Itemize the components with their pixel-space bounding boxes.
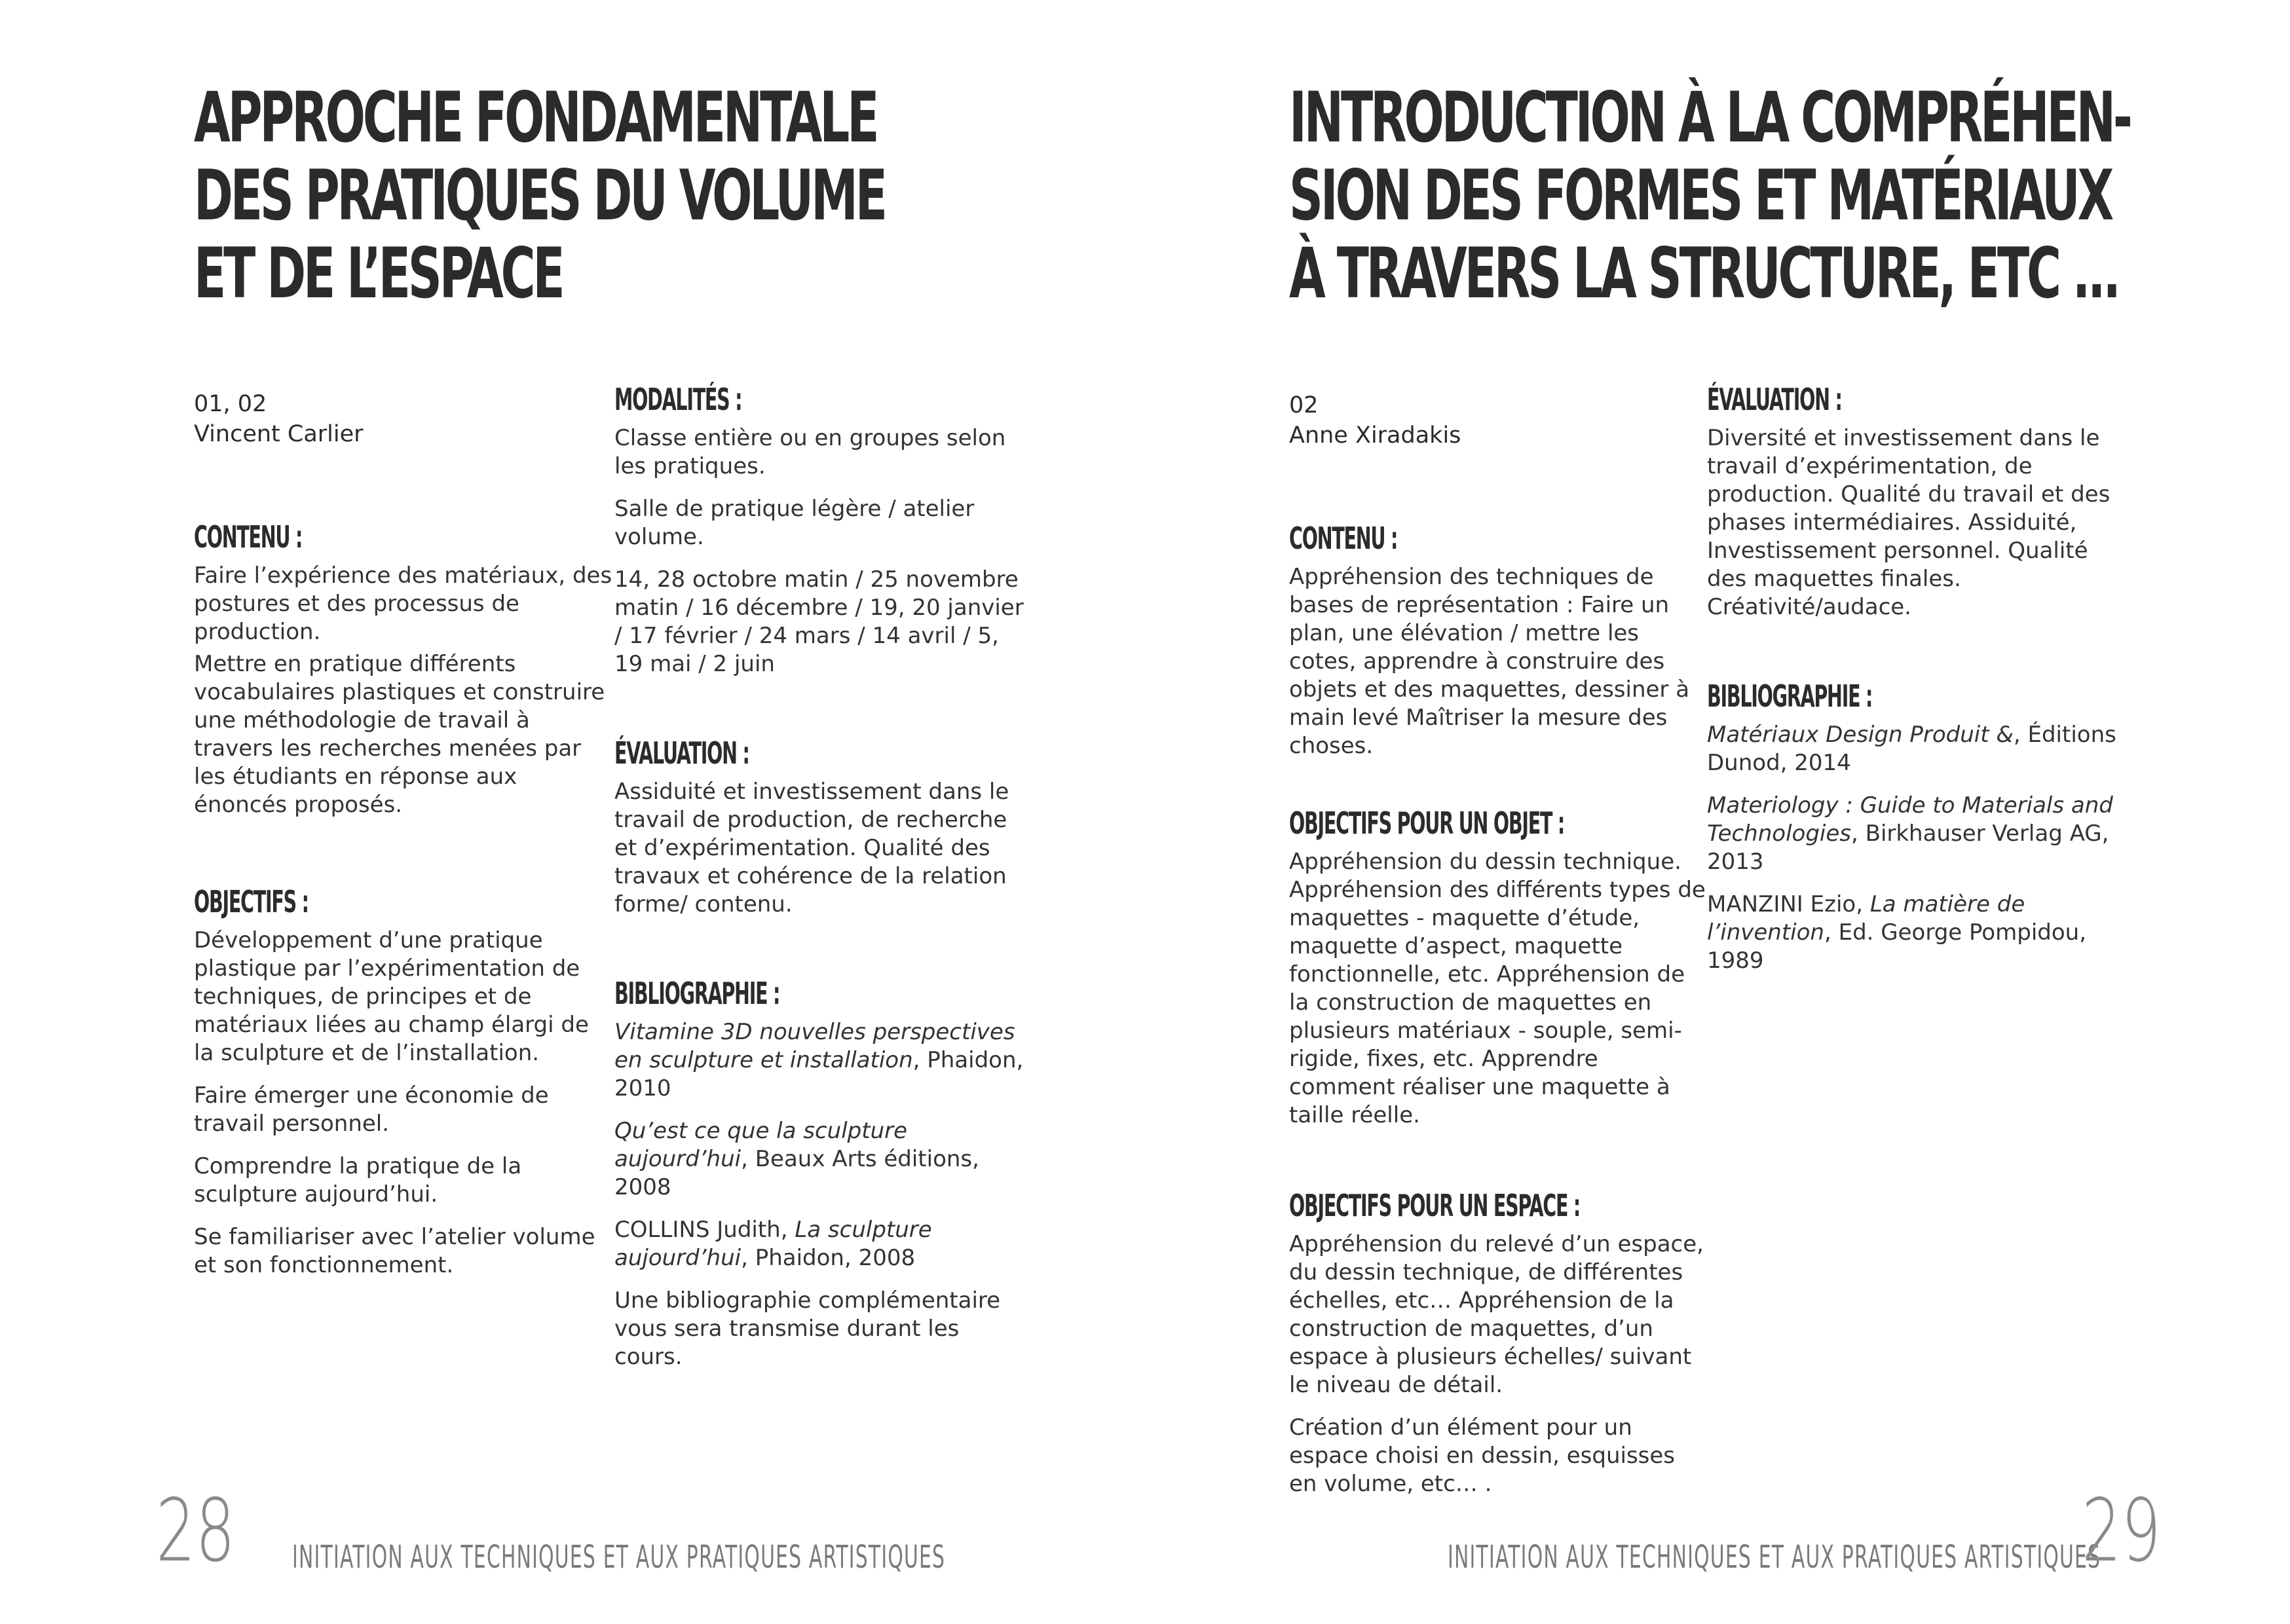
book-title: Materiology : Guide to Materials and Technologies	[1707, 792, 2113, 847]
bibliography-entry: Vitamine 3D nouvelles perspectives en sculpture et installation, Phaidon, 2010	[614, 1019, 1024, 1101]
paragraph: Appréhension du dessin technique. Appréhension des différents types de maquettes - maquette d’étude, maquette d’aspect, maquette fonctionnelle, etc. Appréhension de la construction de maquettes en plusieurs matériaux - souple, semi-rigide, fixes, etc. Apprendre comment réaliser une maquette à taille réelle.	[1289, 849, 1706, 1128]
book-title: La matière de l’invention	[1707, 891, 2025, 946]
course-meta	[194, 389, 613, 449]
running-title: INITIATION AUX TECHNIQUES ET AUX PRATIQUES ARTISTIQUES	[292, 1539, 946, 1576]
section-heading: MODALITÉS :	[614, 382, 742, 417]
semesters: 02	[1289, 392, 1319, 418]
title-line: À TRAVERS LA STRUCTURE, ETC ...	[1289, 233, 2118, 314]
running-title: INITIATION AUX TECHNIQUES ET AUX PRATIQUES ARTISTIQUES	[1448, 1539, 2101, 1576]
paragraph: Faire émerger une économie de travail personnel.	[194, 1082, 549, 1137]
book-title: Qu’est ce que la sculpture aujourd’hui	[614, 1118, 908, 1172]
paragraph: Classe entière ou en groupes selon les pratiques.	[614, 425, 1006, 479]
objectifs-objet-section	[1289, 806, 1708, 1130]
page-title	[1289, 79, 2130, 312]
section-heading: CONTENU :	[1289, 521, 1398, 556]
page-number: 28	[156, 1481, 235, 1581]
bibliographie-section	[614, 976, 1034, 1371]
title-line: APPROCHE FONDAMENTALE	[194, 77, 877, 158]
section-heading: CONTENU :	[194, 519, 303, 555]
paragraph: Se familiariser avec l’atelier volume et son fonctionnement.	[194, 1224, 595, 1278]
paragraph: Diversité et investissement dans le travail d’expérimentation, de production. Qualité du travail et des phases intermédiaires. Assiduité, Investissement personnel. Qualité des maquettes finales. Créativité/audace.	[1707, 425, 2111, 620]
title-line: SION DES FORMES ET MATÉRIAUX	[1289, 155, 2112, 236]
paragraph: Mettre en pratique différents vocabulaires plastiques et construire une méthodologie de travail à travers les recherches menées par les étudiants en réponse aux énoncés proposés.	[194, 651, 605, 818]
bibliography-entry: Matériaux Design Produit &, Éditions Dunod, 2014	[1707, 722, 2116, 776]
paragraph: Comprendre la pratique de la sculpture aujourd’hui.	[194, 1153, 522, 1208]
bibliographie-section	[1707, 679, 2126, 975]
title-line: ET DE L’ESPACE	[194, 233, 563, 314]
right-page	[1145, 0, 2290, 1624]
section-heading: ÉVALUATION :	[614, 735, 749, 771]
paragraph: Faire l’expérience des matériaux, des postures et des processus de production.	[194, 563, 612, 645]
evaluation-section	[614, 736, 1034, 919]
section-heading: ÉVALUATION :	[1707, 382, 1842, 417]
book-title: La sculpture aujourd’hui	[614, 1217, 932, 1271]
objectifs-espace-section	[1289, 1189, 1708, 1498]
left-column	[194, 389, 613, 1294]
paragraph: Assiduité et investissement dans le travail de production, de recherche et d’expérimentation. Qualité des travaux et cohérence de la relation forme/ contenu.	[614, 779, 1009, 917]
section-heading: OBJECTIFS :	[194, 884, 309, 919]
right-column	[614, 382, 1034, 1386]
title-line: DES PRATIQUES DU VOLUME	[194, 155, 885, 236]
left-column	[1289, 390, 1708, 1513]
section-heading: OBJECTIFS POUR UN ESPACE :	[1289, 1188, 1581, 1223]
paragraph: Création d’un élément pour un espace choisi en dessin, esquisses en volume, etc… .	[1289, 1414, 1676, 1497]
objectifs-section	[194, 885, 613, 1280]
paragraph: Appréhension du relevé d’un espace, du dessin technique, de différentes échelles, etc… Appréhension de la construction de maquettes, d’un espace à plusieurs échelles/ suivant le niveau de détail.	[1289, 1231, 1704, 1398]
paragraph: 14, 28 octobre matin / 25 novembre matin / 16 décembre / 19, 20 janvier / 17 février / 24 mars / 14 avril / 5, 19 mai / 2 juin	[614, 566, 1024, 677]
bibliography-entry: COLLINS Judith, La sculpture aujourd’hui, Phaidon, 2008	[614, 1217, 932, 1271]
section-heading: BIBLIOGRAPHIE :	[1707, 678, 1873, 714]
modalites-section	[614, 382, 1034, 678]
contenu-section	[1289, 521, 1708, 760]
course-meta	[1289, 390, 1708, 451]
paragraph: Appréhension des techniques de bases de représentation : Faire un plan, une élévation / mettre les cotes, apprendre à construire des objets et des maquettes, dessiner à main levé Maîtriser la mesure des choses.	[1289, 564, 1690, 759]
paragraph: Salle de pratique légère / atelier volume.	[614, 496, 975, 550]
page-title	[194, 79, 885, 312]
evaluation-section	[1707, 382, 2126, 621]
right-column	[1707, 382, 2126, 989]
contenu-section	[194, 520, 613, 819]
teacher-name: Anne Xiradakis	[1289, 422, 1461, 449]
paragraph: Développement d’une pratique plastique par l’expérimentation de techniques, de principes et de matériaux liées au champ élargi de la sculpture et de l’installation.	[194, 927, 589, 1066]
bibliography-entry: Qu’est ce que la sculpture aujourd’hui, Beaux Arts éditions, 2008	[614, 1118, 979, 1200]
section-heading: OBJECTIFS POUR UN OBJET :	[1289, 805, 1565, 841]
bibliography-entry: Materiology : Guide to Materials and Technologies, Birkhauser Verlag AG, 2013	[1707, 792, 2113, 875]
book-title: Vitamine 3D nouvelles perspectives en sculpture et installation	[614, 1019, 1015, 1073]
section-heading: BIBLIOGRAPHIE :	[614, 976, 780, 1011]
teacher-name: Vincent Carlier	[194, 421, 364, 447]
bibliography-entry: MANZINI Ezio, La matière de l’invention, Ed. George Pompidou, 1989	[1707, 891, 2086, 974]
title-line: INTRODUCTION À LA COMPRÉHEN-	[1289, 77, 2130, 158]
semesters: 01, 02	[194, 391, 267, 417]
book-title: Matériaux Design Produit &	[1707, 722, 2014, 748]
page-number: 29	[2082, 1481, 2161, 1581]
bibliography-note: Une bibliographie complémentaire vous sera transmise durant les cours.	[614, 1287, 1001, 1370]
